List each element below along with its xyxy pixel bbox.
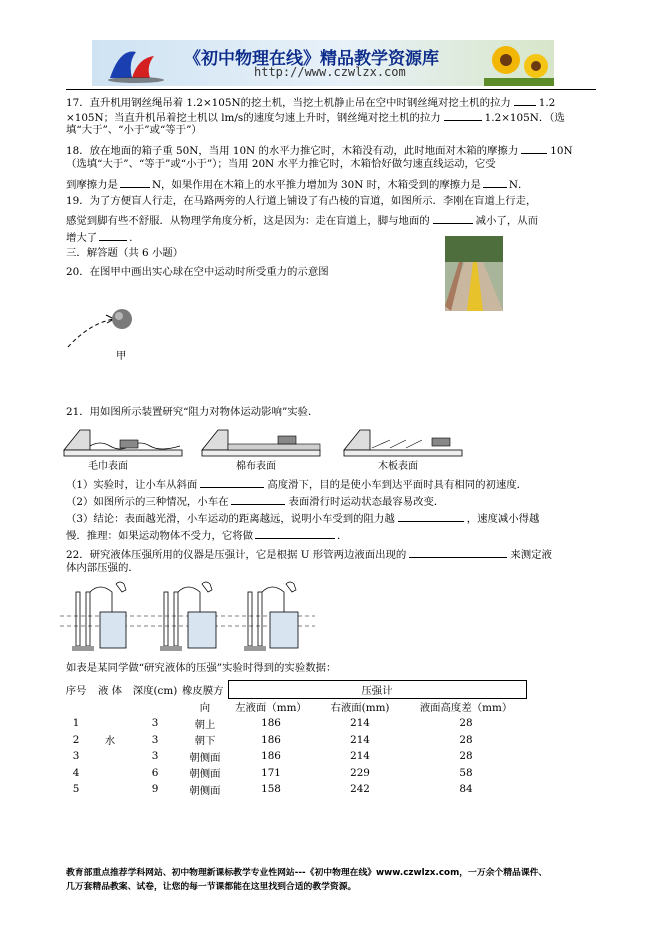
q19-line1: 19．为了方便盲人行走，在马路两旁的人行道上铺设了有凸棱的盲道，如图所示．李刚在盲道上行走，	[66, 195, 537, 207]
banner-title: 《初中物理在线》精品教学资源库	[184, 49, 439, 69]
header-rule	[66, 89, 596, 90]
cotton-setup	[202, 430, 320, 456]
header-right: 右液面(mm)	[330, 702, 390, 715]
tactile-paving-photo	[445, 236, 503, 311]
table-row: 3 3 朝侧面 186 214 28	[72, 750, 473, 764]
header-banner	[92, 40, 554, 86]
figure-jia-label: 甲	[116, 350, 127, 362]
gauge-setup-1	[72, 582, 126, 651]
header-membrane-cont: 向	[199, 702, 211, 714]
q21-sub4: 慢．推理：如果运动物体不受力，它将做 ．	[66, 527, 347, 543]
footer-line2: 几万套精品教案、试卷，让您的每一节课都能在这里找到合适的教学资源。	[66, 882, 357, 892]
q17-line3: 填“大于”、“小于”或“等于”）	[66, 124, 202, 136]
wood-setup	[344, 430, 462, 456]
header-left: 左液面（mm）	[235, 702, 307, 715]
table-row: 1 3 朝上 186 214 28	[72, 717, 473, 731]
header-seq: 序号	[65, 684, 87, 697]
q22-line1: 22．研究液体压强所用的仪器是压强计，它是根据 U 形管两边液面出现的 来测定液	[66, 546, 552, 562]
table-header-row	[60, 681, 526, 699]
q18-line3: 到摩擦力是 N，如果作用在木箱上的水平推力增加为 30N 时，木箱受到的摩擦力是 N．	[66, 176, 528, 192]
q19-line3: 增大了 .	[66, 229, 132, 245]
banner-url: http://www.czwlzx.com	[254, 65, 406, 79]
label-wood: 木板表面	[378, 461, 418, 472]
section3-heading: 三．解答题（共 6 小题）	[66, 247, 184, 259]
friction-experiment-figure	[60, 420, 470, 460]
header-liquid: 液 体	[97, 684, 123, 697]
gauge-setup-2	[160, 582, 216, 651]
header-diff: 液面高度差（mm）	[419, 702, 513, 715]
q21-sub1: （1）实验时，让小车从斜面 高度滑下，目的是使小车到达平面时具有相同的初速度．	[66, 476, 527, 492]
ball-trajectory-figure	[62, 305, 152, 355]
table-row: 4 6 朝侧面 171 229 58	[72, 766, 473, 781]
q18-line2: （选填“大于”、“等于”或“小于”）；当用 20N 水平力推它时，木箱恰好做匀速直线运动，它受	[66, 158, 496, 170]
table-subheader-row	[60, 698, 526, 715]
pressure-data-table	[60, 680, 527, 798]
label-towel: 毛巾表面	[88, 461, 128, 472]
q21-sub2: （2）如图所示的三种情况，小车在 表面滑行时运动状态最容易改变．	[66, 493, 444, 509]
q22-intro: 如表是某同学做“研究液体的压强”实验时得到的实验数据：	[66, 662, 337, 674]
q20-text: 20．在图甲中画出实心球在空中运动时所受重力的示意图	[66, 266, 329, 278]
logo-icon	[102, 44, 172, 84]
sunflower-icon	[484, 40, 554, 86]
pressure-gauge-figure	[60, 578, 320, 656]
footer-line1: 教育部重点推荐学科网站、初中物理新课标教学专业性网站---《初中物理在线》www.czwlzx.com，一万余个精品课件、	[66, 868, 548, 878]
table-row: 2 水 3 朝下 186 214 28	[60, 732, 526, 749]
header-membrane: 橡皮膜方	[182, 684, 224, 697]
q21-title: 21．用如图所示装置研究“阻力对物体运动影响”实验．	[66, 406, 319, 418]
liquid-cell: 水	[104, 735, 116, 748]
gauge-setup-3	[244, 582, 298, 651]
header-depth: 深度(cm)	[132, 684, 178, 697]
header-gauge: 压强计	[228, 681, 526, 699]
table-row: 5 9 朝侧面 158 242 84	[72, 783, 473, 797]
q19-line2: 感觉到脚有些不舒服．从物理学角度分析，这是因为：走在盲道上，脚与地面的 减小了，从而	[66, 212, 538, 228]
q21-sub3: （3）结论：表面越光滑，小车运动的距离越远，说明小车受到的阻力越 ，速度减小得越	[66, 510, 539, 526]
q17-line1: 17．直升机用钢丝绳吊着 1.2×105N的挖土机，当挖土机静止吊在空中时钢丝绳对挖土机的拉力 1.2	[66, 94, 555, 110]
q22-line2: 体内部压强的．	[66, 562, 139, 574]
label-cotton: 棉布表面	[236, 461, 276, 472]
q17-line2: ×105N；当直升机吊着挖土机以 lm/s的速度匀速上升时，钢丝绳对挖土机的拉力 1.2×105N．（选	[66, 109, 565, 125]
towel-setup	[64, 430, 182, 456]
q18-line1: 18．放在地面的箱子重 50N，当用 10N 的水平力推它时，木箱没有动，此时地面对木箱的摩擦力 10N	[66, 142, 573, 158]
